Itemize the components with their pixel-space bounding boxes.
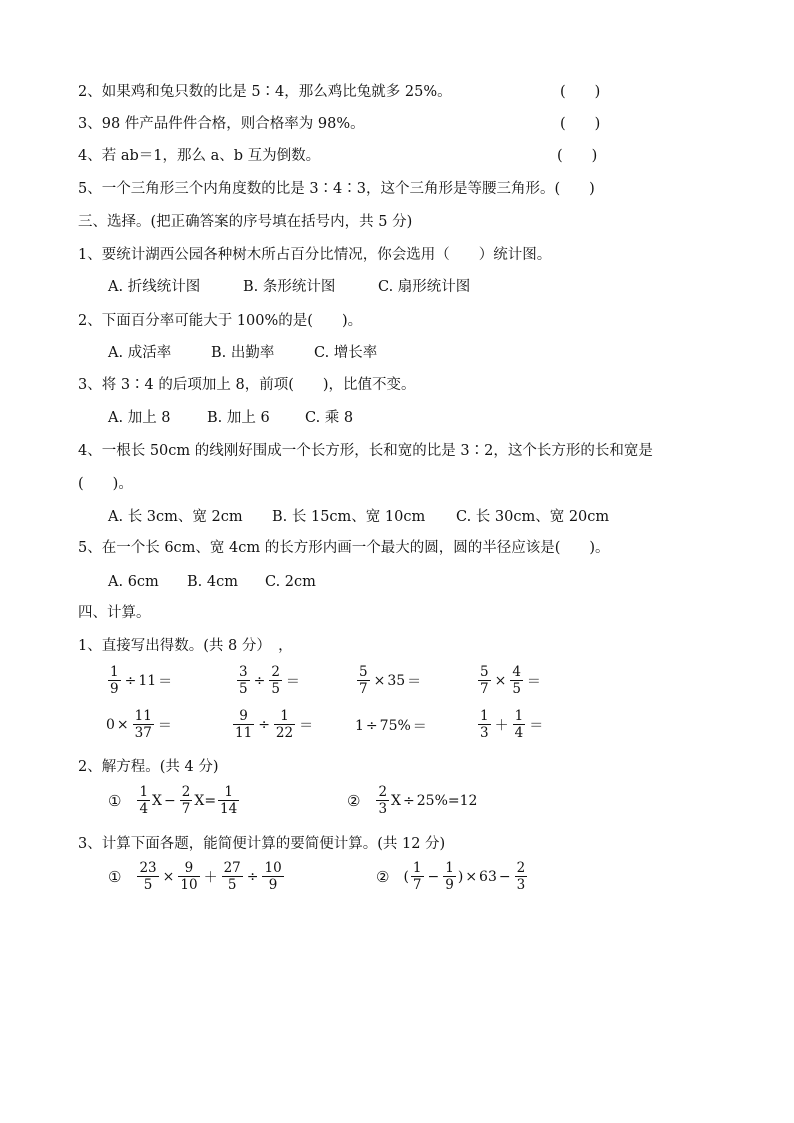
equation-2: ② $\frac{2}{3}$ X ÷ 25% =12 [347,784,478,817]
subsection-equation: 2、解方程。(共 4 分) [78,759,219,775]
answer-paren[interactable]: ( ) [560,84,601,100]
fraction: $\frac{10}{9}$ [264,860,282,893]
option-a[interactable]: A. 加上 8 [108,410,171,426]
expr-1-9-div-11: $\frac{1}{9}$ ÷ 11 ＝ [110,664,173,697]
fraction: $\frac{5}{7}$ [359,664,368,697]
option-b[interactable]: B. 长 15cm、宽 10cm [272,509,426,525]
option-b[interactable]: B. 4cm [187,574,238,590]
option-c[interactable]: C. 乘 8 [305,410,354,426]
option-a[interactable]: A. 6cm [108,574,159,590]
option-c[interactable]: C. 扇形统计图 [378,279,471,295]
expr-5-7-times-35: $\frac{5}{7}$ × 35 ＝ [359,664,422,697]
option-a[interactable]: A. 长 3cm、宽 2cm [108,509,243,525]
expr-1-3-plus-1-4: $\frac{1}{3}$ ＋ $\frac{1}{4}$ ＝ [480,708,544,741]
fraction: $\frac{1}{14}$ [220,784,238,817]
circled-number: ② [376,867,390,886]
option-b[interactable]: B. 出勤率 [211,345,275,361]
fraction: $\frac{1}{9}$ [445,860,454,893]
judge-question-2: 2、如果鸡和兔只数的比是 5∶4，那么鸡比兔就多 25%。 [78,84,452,100]
fraction: $\frac{23}{5}$ [139,860,157,893]
choice-question-2: 2、下面百分率可能大于 100%的是( )。 [78,313,363,329]
answer-paren[interactable]: ( ) [560,116,601,132]
option-a[interactable]: A. 成活率 [108,345,172,361]
judge-question-3: 3、98 件产品件件合格，则合格率为 98%。 [78,116,365,132]
fraction: $\frac{9}{10}$ [180,860,198,893]
answer-paren[interactable]: ( ) [557,148,598,164]
fraction: $\frac{2}{7}$ [181,784,191,817]
expr-3-5-div-2-5: $\frac{3}{5}$ ÷ $\frac{2}{5}$ ＝ [239,664,300,697]
option-b[interactable]: B. 条形统计图 [243,279,336,295]
fraction: $\frac{11}{37}$ [134,708,152,741]
fraction: $\frac{2}{5}$ [271,664,280,697]
choice-question-1: 1、要统计湖西公园各种树木所占百分比情况，你会选用（ ）统计图。 [78,247,552,263]
fraction: $\frac{5}{7}$ [480,664,489,697]
option-b[interactable]: B. 加上 6 [207,410,270,426]
fraction: $\frac{1}{7}$ [412,860,422,893]
fraction: $\frac{2}{3}$ [516,860,526,893]
expr-1-div-75pct: 1 ÷ 75% ＝ [355,718,427,735]
fraction: $\frac{27}{5}$ [223,860,241,893]
option-c[interactable]: C. 增长率 [314,345,378,361]
fraction: $\frac{1}{4}$ [514,708,524,741]
choice-question-3: 3、将 3∶4 的后项加上 8，前项( )，比值不变。 [78,377,416,393]
expr-0-times-11-37: 0 × $\frac{11}{37}$ ＝ [106,708,172,741]
fraction: $\frac{1}{4}$ [139,784,149,817]
simplify-expr-1: ① $\frac{23}{5}$ × $\frac{9}{10}$ ＋ $\frac{27}{5}$ ÷ $\frac{10}{9}$ [108,860,282,893]
fraction: $\frac{1}{3}$ [480,708,489,741]
fraction: $\frac{9}{11}$ [235,708,253,741]
fraction: $\frac{3}{5}$ [239,664,248,697]
fraction: $\frac{1}{9}$ [110,664,119,697]
section-heading-calc: 四、计算。 [78,605,151,621]
choice-question-5: 5、在一个长 6cm、宽 4cm 的长方形内画一个最大的圆，圆的半径应该是( )。 [78,540,610,556]
option-a[interactable]: A. 折线统计图 [108,279,201,295]
expr-9-11-div-1-22: $\frac{9}{11}$ ÷ $\frac{1}{22}$ ＝ [235,708,314,741]
subsection-simplify: 3、计算下面各题，能简便计算的要简便计算。(共 12 分) [78,836,446,852]
circled-number: ① [108,791,122,810]
answer-paren[interactable]: ( )。 [78,476,133,492]
section-heading-choice: 三、选择。(把正确答案的序号填在括号内，共 5 分) [78,214,413,230]
option-c[interactable]: C. 2cm [265,574,316,590]
subsection-direct: 1、直接写出得数。(共 8 分） ， [78,638,293,654]
simplify-expr-2: ② ( $\frac{1}{7}$ − $\frac{1}{9}$ ) × 63 − $\frac{2}{3}$ [376,860,526,893]
expr-5-7-times-4-5: $\frac{5}{7}$ × $\frac{4}{5}$ ＝ [480,664,541,697]
fraction: $\frac{4}{5}$ [512,664,521,697]
judge-question-4: 4、若 ab＝1，那么 a、b 互为倒数。 [78,148,321,164]
fraction: $\frac{1}{22}$ [275,708,294,741]
choice-question-4: 4、一根长 50cm 的线刚好围成一个长方形，长和宽的比是 3∶2，这个长方形的长和宽是 [78,443,653,459]
judge-question-5: 5、一个三角形三个内角度数的比是 3∶4∶3，这个三角形是等腰三角形。( ) [78,181,595,197]
fraction: $\frac{2}{3}$ [378,784,388,817]
circled-number: ② [347,791,361,810]
equation-1: ① $\frac{1}{4}$ X − $\frac{2}{7}$ X = $\frac{1}{14}$ [108,784,238,817]
circled-number: ① [108,867,122,886]
option-c[interactable]: C. 长 30cm、宽 20cm [456,509,610,525]
